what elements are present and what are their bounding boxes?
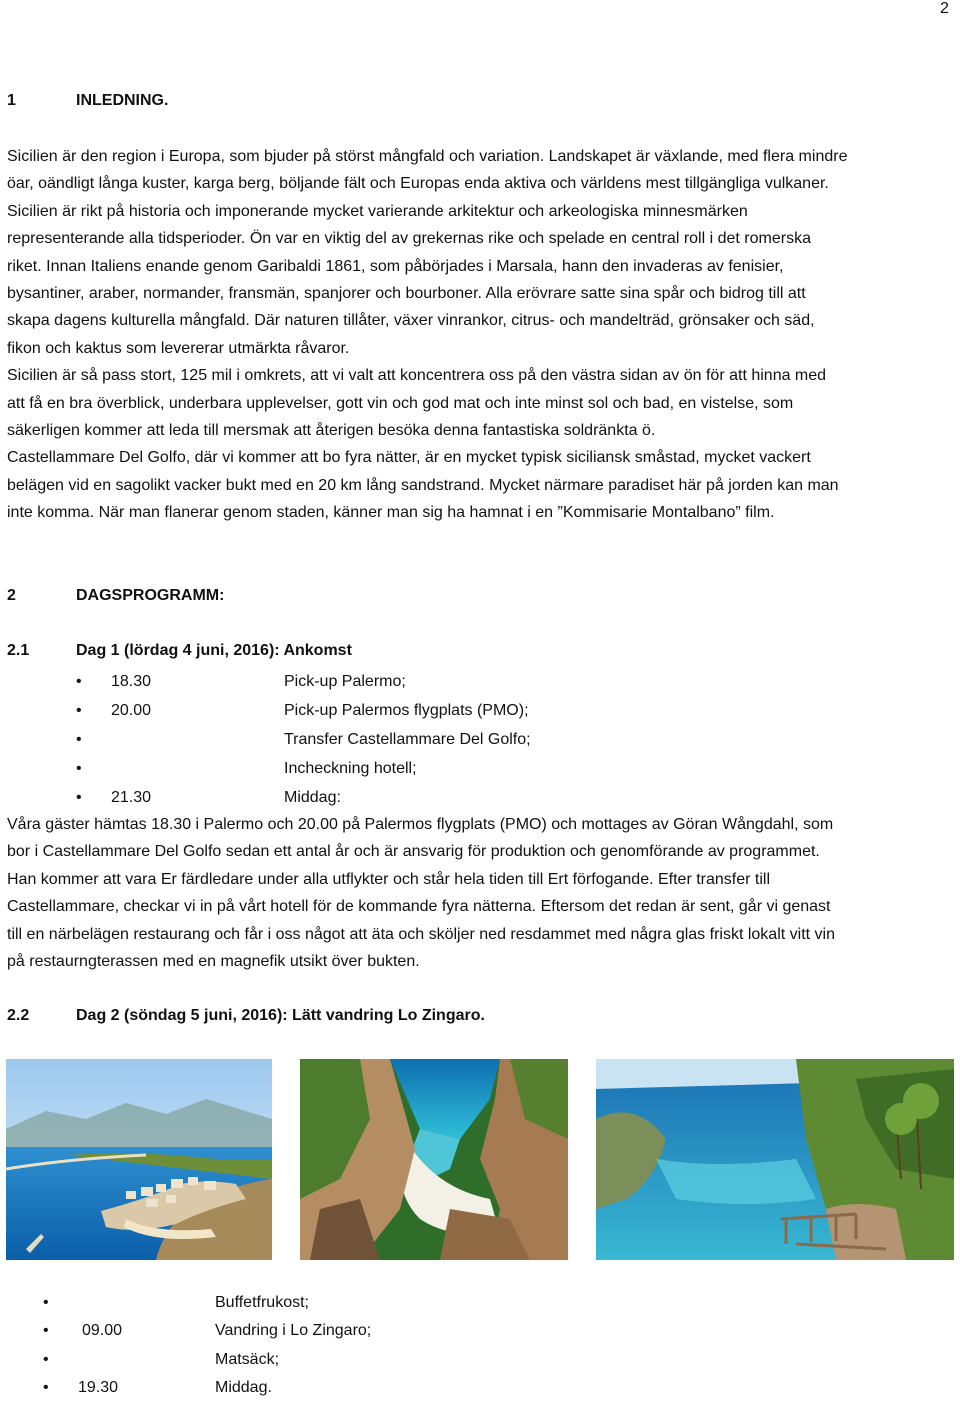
text-line: representerande alla tidsperioder. Ön var en viktig del av grekernas rike och spelade en central roll i det romerska	[7, 230, 811, 248]
schedule-text: Middag:	[284, 789, 341, 806]
schedule-text: Buffetfrukost;	[215, 1294, 309, 1311]
text-line: på restaurngterassen med en magnefik utsikt över bukten.	[7, 953, 420, 971]
photo-lo-zingaro-cove	[300, 1059, 568, 1260]
schedule-time: 18.30	[111, 673, 152, 690]
schedule-text: Vandring i Lo Zingaro;	[215, 1322, 372, 1339]
text-line: Castellammare, checkar vi in på vårt hotell för de kommande fyra nätterna. Eftersom det redan är sent, går vi genast	[7, 898, 831, 916]
bullet-icon: •	[43, 1322, 49, 1339]
schedule-time: 21.30	[111, 789, 152, 806]
intro-text	[7, 143, 955, 527]
bay-town-illustration	[6, 1059, 272, 1260]
page-number: 2	[940, 0, 949, 17]
section-heading-inledning	[7, 92, 168, 110]
day1-heading	[7, 642, 352, 660]
day-title: Dag 1 (lördag 4 juni, 2016): Ankomst	[76, 642, 352, 659]
schedule-time: 09.00	[82, 1322, 123, 1339]
bullet-icon: •	[43, 1351, 49, 1368]
section-number: 2	[7, 587, 16, 604]
text-line: Sicilien är rikt på historia och imponerande mycket varierande arkitektur och arkeologiska minnesmärken	[7, 202, 748, 220]
section-heading-dagsprogramm	[7, 587, 224, 605]
text-line: säkerligen kommer att leda till mersmak att återigen besöka denna fantastiska soldränkta ö.	[7, 422, 656, 440]
section-number: 1	[7, 92, 16, 109]
day-number: 2.1	[7, 642, 30, 659]
text-line: att få en bra överblick, underbara upplevelser, gott vin och god mat och inte minst sol och bad, en vistelse, som	[7, 394, 794, 412]
day-number: 2.2	[7, 1007, 30, 1024]
text-line: inte komma. När man flanerar genom staden, känner man sig ha hamnat i en ”Kommisarie Montalbano” film.	[7, 504, 775, 522]
text-line: Våra gäster hämtas 18.30 i Palermo och 20.00 på Palermos flygplats (PMO) och mottages av Göran Wångdahl, som	[7, 816, 834, 833]
bullet-icon: •	[43, 1379, 49, 1396]
text-line: bor i Castellammare Del Golfo sedan ett antal år och är ansvarig för produktion och genomförande av programmet.	[7, 843, 820, 861]
section-title: DAGSPROGRAMM:	[76, 587, 225, 604]
schedule-text: Middag.	[215, 1379, 272, 1396]
schedule-time: 20.00	[111, 702, 152, 719]
text-line: fikon och kaktus som levererar utmärkta råvaror.	[7, 339, 350, 357]
text-line: Castellammare Del Golfo, där vi kommer att bo fyra nätter, är en mycket typisk siciliansk småstad, mycket vackert	[7, 449, 811, 467]
bullet-icon: •	[43, 1294, 49, 1311]
schedule-text: Incheckning hotell;	[284, 760, 417, 777]
schedule-text: Pick-up Palermo;	[284, 673, 406, 690]
text-line: riket. Innan Italiens enande genom Garibaldi 1861, som påbörjades i Marsala, hann den invaderas av fenisier,	[7, 257, 784, 275]
day1-description	[7, 811, 955, 975]
day-title: Dag 2 (söndag 5 juni, 2016): Lätt vandring Lo Zingaro.	[76, 1007, 485, 1024]
day2-heading	[7, 1007, 485, 1025]
bullet-icon: •	[76, 731, 82, 748]
schedule-time: 19.30	[78, 1379, 119, 1396]
text-line: Sicilien är så pass stort, 125 mil i omkrets, att vi valt att koncentrera oss på den västra sidan av ön för att hinna med	[7, 367, 827, 385]
bullet-icon: •	[76, 673, 82, 690]
coastal-path-illustration	[596, 1059, 954, 1260]
text-line: till en närbelägen restaurang och får i oss något att äta och sköljer ned resdammet med några glas friskt lokalt vitt vin	[7, 925, 835, 943]
text-line: Sicilien är den region i Europa, som bjuder på störst mångfald och variation. Landskapet är växlande, med flera mindre	[7, 148, 848, 165]
bullet-icon: •	[76, 789, 82, 806]
text-line: skapa dagens kulturella mångfald. Där naturen tillåter, växer vinrankor, citrus- och mandelträd, grönsaker och säd,	[7, 312, 815, 330]
text-line: Han kommer att vara Er färdledare under alla utflykter och står hela tiden till Ert förfogande. Efter transfer till	[7, 870, 771, 888]
text-line: belägen vid en sagolikt vacker bukt med en 20 km lång sandstrand. Mycket närmare paradiset här på jorden kan man	[7, 476, 839, 494]
schedule-text: Pick-up Palermos flygplats (PMO);	[284, 702, 529, 719]
text-line: bysantiner, araber, normander, fransmän, spanjorer och bourboner. Alla erövrare satte sina spår och bidrog till att	[7, 285, 806, 303]
schedule-text: Matsäck;	[215, 1351, 280, 1368]
photo-coastal-path	[596, 1059, 954, 1260]
photo-castellammare-bay	[6, 1059, 272, 1260]
text-line: öar, oändligt långa kuster, karga berg, böljande fält och Europas enda aktiva och världens mest tillgängliga vulkaner.	[7, 175, 829, 193]
schedule-text: Transfer Castellammare Del Golfo;	[284, 731, 531, 748]
bullet-icon: •	[76, 760, 82, 777]
cove-beach-illustration	[300, 1059, 568, 1260]
bullet-icon: •	[76, 702, 82, 719]
section-title: INLEDNING.	[76, 92, 169, 109]
